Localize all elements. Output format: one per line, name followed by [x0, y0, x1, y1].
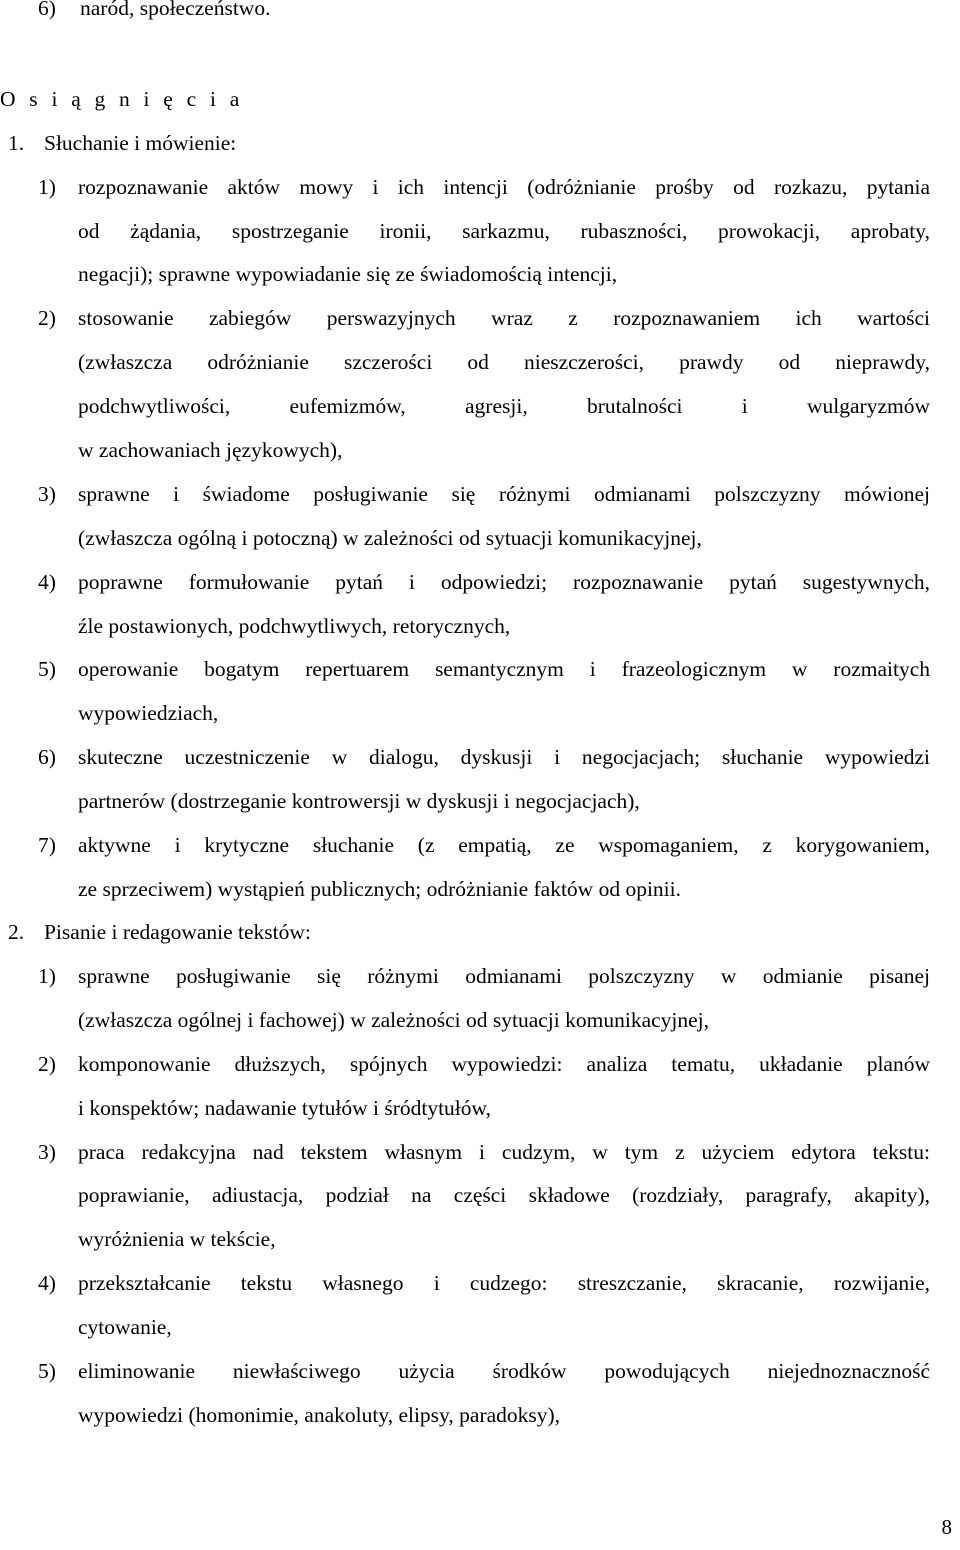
section-1-number: 1.	[8, 131, 25, 155]
s1-item-2-line-1: stosowanie zabiegów perswazyjnych wraz z rozpoznawaniem ich wartości	[78, 306, 930, 330]
s2-item-1-line-1: sprawne posługiwanie się różnymi odmianami polszczyzny w odmianie pisanej	[78, 964, 930, 988]
s1-item-1-line-3: negacji); sprawne wypowiadanie się ze świadomością intencji,	[78, 262, 618, 286]
s2-item-3-line-2: poprawianie, adiustacja, podział na części składowe (rozdziały, paragrafy, akapity),	[78, 1183, 930, 1207]
s1-item-1-line-2: od żądania, spostrzeganie ironii, sarkazmu, rubaszności, prowokacji, aprobaty,	[78, 219, 930, 243]
s2-item-5-number: 5)	[38, 1359, 56, 1383]
s1-item-2-line-3: podchwytliwości, eufemizmów, agresji, brutalności i wulgaryzmów	[78, 394, 930, 418]
section-1-title: Słuchanie i mówienie:	[44, 131, 237, 155]
s2-item-1-line-2: (zwłaszcza ogólnej i fachowej) w zależności od sytuacji komunikacyjnej,	[78, 1008, 710, 1032]
section-2-number: 2.	[8, 920, 25, 944]
s2-item-2-line-2: i konspektów; nadawanie tytułów i śródtytułów,	[78, 1096, 492, 1120]
s1-item-4-line-1: poprawne formułowanie pytań i odpowiedzi; rozpoznawanie pytań sugestywnych,	[78, 570, 930, 594]
s2-item-3-number: 3)	[38, 1140, 56, 1164]
s1-item-2-line-4: w zachowaniach językowych),	[78, 438, 343, 462]
s1-item-3-number: 3)	[38, 482, 56, 506]
s1-item-6-line-1: skuteczne uczestniczenie w dialogu, dyskusji i negocjacjach; słuchanie wypowiedzi	[78, 745, 930, 769]
s1-item-4-line-2: źle postawionych, podchwytliwych, retorycznych,	[78, 614, 511, 638]
s1-item-6-line-2: partnerów (dostrzeganie kontrowersji w dyskusji i negocjacjach),	[78, 789, 640, 813]
section-heading: O s i ą g n i ę c i a	[0, 87, 244, 111]
s2-item-4-line-2: cytowanie,	[78, 1315, 172, 1339]
s1-item-7-line-2: ze sprzeciwem) wystąpień publicznych; odróżnianie faktów od opinii.	[78, 877, 681, 901]
top-item-text: naród, społeczeństwo.	[80, 0, 271, 20]
s1-item-7-number: 7)	[38, 833, 56, 857]
top-item-number: 6)	[38, 0, 56, 20]
s2-item-3-line-1: praca redakcyjna nad tekstem własnym i cudzym, w tym z użyciem edytora tekstu:	[78, 1140, 930, 1164]
s1-item-1-line-1: rozpoznawanie aktów mowy i ich intencji (odróżnianie prośby od rozkazu, pytania	[78, 175, 930, 199]
s1-item-2-number: 2)	[38, 306, 56, 330]
s1-item-5-number: 5)	[38, 657, 56, 681]
s1-item-2-line-2: (zwłaszcza odróżnianie szczerości od nieszczerości, prawdy od nieprawdy,	[78, 350, 930, 374]
s2-item-2-number: 2)	[38, 1052, 56, 1076]
s2-item-2-line-1: komponowanie dłuższych, spójnych wypowiedzi: analiza tematu, układanie planów	[78, 1052, 930, 1076]
page-number: 8	[941, 1515, 952, 1539]
s1-item-6-number: 6)	[38, 745, 56, 769]
s1-item-1-number: 1)	[38, 175, 56, 199]
s2-item-4-line-1: przekształcanie tekstu własnego i cudzego: streszczanie, skracanie, rozwijanie,	[78, 1271, 930, 1295]
s2-item-5-line-2: wypowiedzi (homonimie, anakoluty, elipsy, paradoksy),	[78, 1403, 561, 1427]
section-2-title: Pisanie i redagowanie tekstów:	[44, 920, 311, 944]
s1-item-5-line-2: wypowiedziach,	[78, 701, 219, 725]
s1-item-7-line-1: aktywne i krytyczne słuchanie (z empatią, ze wspomaganiem, z korygowaniem,	[78, 833, 930, 857]
s2-item-4-number: 4)	[38, 1271, 56, 1295]
s1-item-3-line-1: sprawne i świadome posługiwanie się różnymi odmianami polszczyzny mówionej	[78, 482, 930, 506]
s1-item-5-line-1: operowanie bogatym repertuarem semantycznym i frazeologicznym w rozmaitych	[78, 657, 930, 681]
s2-item-5-line-1: eliminowanie niewłaściwego użycia środków powodujących niejednoznaczność	[78, 1359, 930, 1383]
s1-item-4-number: 4)	[38, 570, 56, 594]
s2-item-1-number: 1)	[38, 964, 56, 988]
s1-item-3-line-2: (zwłaszcza ogólną i potoczną) w zależności od sytuacji komunikacyjnej,	[78, 526, 702, 550]
s2-item-3-line-3: wyróżnienia w tekście,	[78, 1227, 276, 1251]
